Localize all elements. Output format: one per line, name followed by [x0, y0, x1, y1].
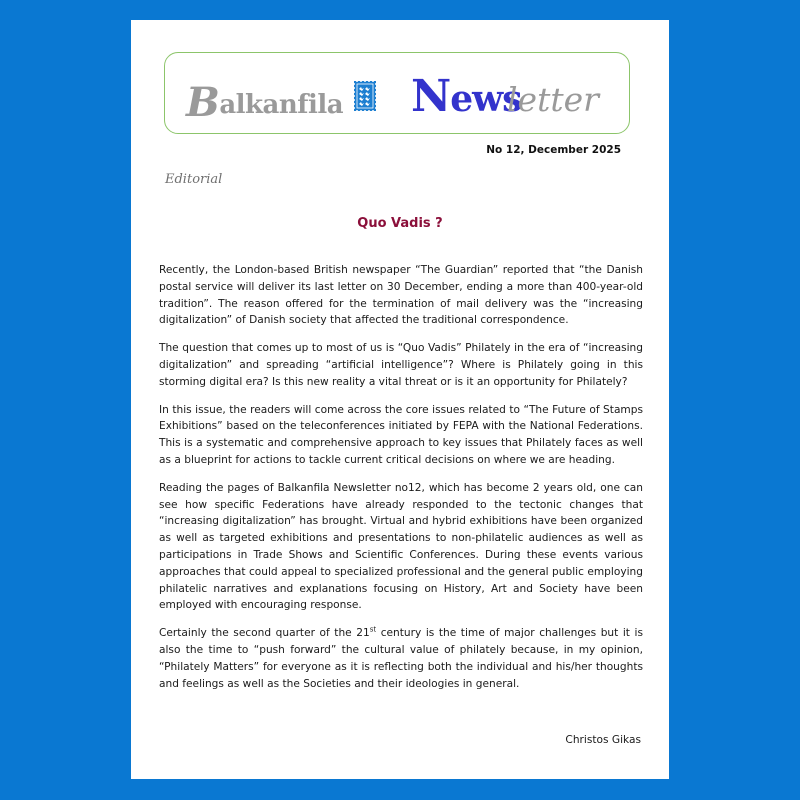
issue-number-date: No 12, December 2025: [486, 144, 621, 156]
brand-rest: alkanfila: [219, 90, 344, 120]
paragraph: In this issue, the readers will come across the core issues related to “The Future of Stamps Exhibitions” based on the teleconferences initiated by FEPA with the National Federations. This is a systematic and comprehensive approach to key issues that Philately faces as well as a blueprint for actions to tackle current critical decisions on where we are heading.: [159, 403, 643, 466]
news-rest: ews: [450, 78, 522, 120]
article-body: [159, 262, 643, 703]
brand-initial: B: [186, 79, 220, 126]
paragraph: Recently, the London-based British newspaper “The Guardian” reported that “the Danish postal service will deliver its last letter on 30 December, ending a more than 400-year-old tradition”. The reason offered for the termination of mail delivery was the “increasing digitalization” of Danish society that affected the traditional correspondence.: [159, 264, 643, 327]
news-initial: N: [411, 71, 451, 122]
author-signature: Christos Gikas: [565, 734, 641, 746]
news-wordmark: [411, 71, 522, 122]
paragraph: Reading the pages of Balkanfila Newsletter no12, which has become 2 years old, one can see how specific Federations have already responded to the tectonic changes that “increasing digitalization” has brought. Virtual and hybrid exhibitions have been organized as well as targeted exhibitions and presentations to non-philatelic audiences as well as participations in Trade Shows and Scientific Conferences. During these events various approaches that could appeal to specialized professional and the general public employing philatelic narratives and explanations focusing on History, Art and Society have been employed with encouraging response.: [159, 481, 643, 612]
article-title: Quo Vadis ?: [357, 216, 443, 231]
masthead-logo-box: [164, 52, 630, 134]
ordinal-suffix: st: [369, 625, 377, 634]
stamp-birds-icon: [354, 81, 376, 111]
section-label: Editorial: [165, 172, 223, 187]
newsletter-page: [131, 20, 669, 779]
brand-name: [186, 79, 343, 126]
letter-wordmark: letter: [507, 80, 599, 119]
paragraph-text: Certainly the second quarter of the 21: [159, 627, 370, 640]
paragraph: [159, 625, 643, 692]
paragraph: The question that comes up to most of us is “Quo Vadis” Philately in the era of “increasing digitalization” and spreading “artificial intelligence”? Where is Philately going in this storming digital era? Is this new reality a vital threat or is it an opportunity for Philately?: [159, 342, 643, 388]
paragraph-text: century is the time of major challenges but it is also the time to “push forward” the cultural value of philately because, in my opinion, “Philately Matters” for everyone as it is reflecting both the individual and his/her thoughts and feelings as well as the Societies and their ideologies in general.: [159, 627, 643, 690]
